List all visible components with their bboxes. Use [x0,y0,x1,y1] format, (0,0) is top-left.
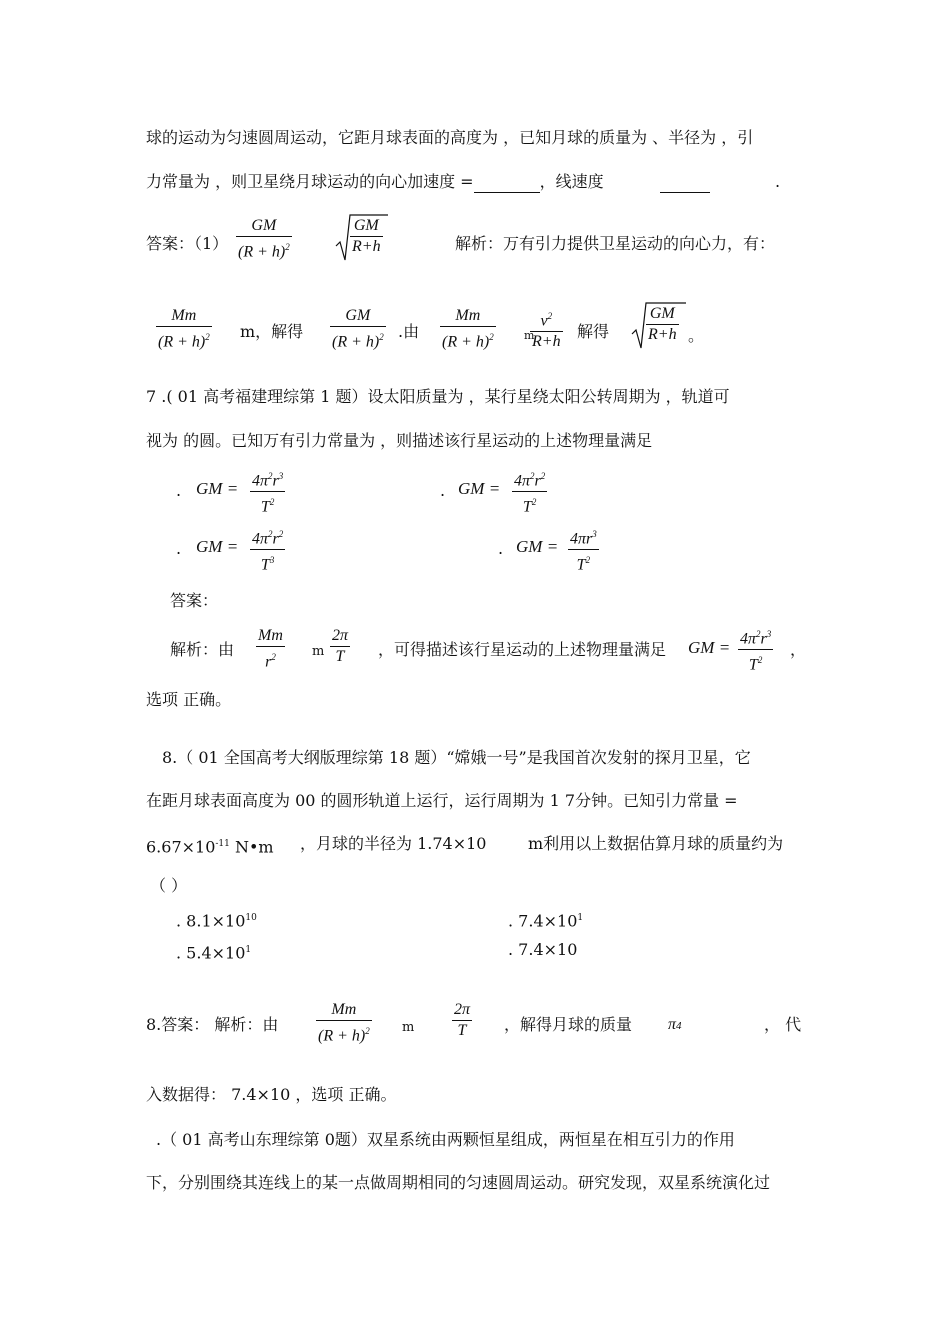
denominator [521,492,538,517]
denominator-text: (R + h) [332,333,380,351]
denominator: R+h [352,238,381,255]
denominator-text: (R + h) [238,243,286,261]
text-segment: 6.67×10 [146,837,216,857]
exponent: 2 [268,471,273,481]
fraction-GM-over-Rh2-b [330,306,386,352]
denominator [747,650,764,675]
denominator [575,550,592,575]
numerator-a: 4π [570,530,587,548]
option-c-marker: . [176,539,182,558]
denominator-text: T [260,498,270,516]
numerator-r: r [534,472,541,490]
numerator [568,524,599,549]
explanation-7-mid: ，可得描述该行星运动的上述物理量满足 [378,640,667,659]
denominator-text: T [522,498,532,516]
option-a-fraction [250,466,285,518]
question-7-line-2: 视为 的圆。已知万有引力常量为 ，则描述该行星运动的上述物理量满足 [146,431,653,450]
exponent: 10 [245,913,257,923]
exponent: 2 [531,497,537,508]
question-8-paren: （ ） [150,876,188,895]
exponent: 2 [756,629,761,639]
q8-option-d [508,940,577,960]
explanation-1: 解析：万有引力提供卫星运动的向心力，有： [455,234,776,253]
option-text: . 7.4×10 [508,911,578,931]
numerator: GM [649,305,675,322]
explanation-7-lhs: GM = [688,638,731,657]
question-7-line-1: 7 .( 01 高考福建理综第 1 题）设太阳质量为 ，某行星绕太阳公转周期为 ，轨道可 [146,387,730,406]
fraction-Mm-over-Rh2-b [440,306,496,352]
denominator-text: T [260,556,270,574]
denominator-text: T [748,656,758,674]
option-d-fraction [568,524,599,576]
numerator [738,624,773,649]
text-m-small: m [524,329,535,342]
exponent: 2 [379,332,384,342]
exponent: 1 [577,913,584,923]
numerator-a: 4π [740,630,757,648]
explanation-7-start: 解析：由 [170,640,235,659]
explanation-7-fraction [738,624,773,676]
question-9-line-2: 下，分别围绕其连线上的某一点做周期相同的匀速圆周运动。研究发现，双星系统演化过 [146,1173,771,1192]
text-line-2 [146,172,604,193]
exponent: 2 [547,311,553,321]
option-text: . 7.4×10 [508,940,578,959]
fraction-Mm-over-Rh2 [156,306,212,352]
exponent: 2 [585,555,591,566]
answer-blank-1 [474,172,540,193]
fraction-inside-sqrt [350,216,383,257]
exponent: 2 [489,332,494,342]
answer-8-start: 8.答案： 解析：由 [146,1015,279,1034]
question-8-line-3c: m利用以上数据估算月球的质量约为 [528,834,784,853]
denominator [316,1021,372,1046]
q8-option-a [176,908,257,931]
option-text: . 5.4×10 [176,943,246,963]
text-m: m [312,644,325,659]
fraction-2pi-over-T [330,626,350,667]
text-line-1: 球的运动为匀速圆周运动，它距月球表面的高度为 ，已知月球的质量为 、半径为 ，引 [146,128,754,147]
answer-8-dai: ， 代 [764,1015,802,1034]
sqrt-GM-over-Rh [334,212,390,264]
fraction-Mm-over-r2 [256,626,285,672]
numerator-r: r [586,530,593,548]
denominator [440,327,496,352]
exponent: -11 [215,839,230,849]
exponent: 2 [205,332,210,342]
numerator: GM [251,217,277,234]
option-text: . 8.1×10 [176,911,246,931]
numerator-a: 4π [252,530,269,548]
answer-8-end: 入数据得： 7.4×10 ，选项 正确。 [146,1085,397,1104]
denominator [330,327,386,352]
denominator-text: T [576,556,586,574]
fraction-v2-over-Rh [530,306,563,352]
fraction-2pi-over-T-b [452,1000,472,1041]
numerator: GM [345,307,371,324]
denominator [156,327,212,352]
exponent: 4 [676,1020,682,1032]
text-comma: ， [790,640,807,659]
denominator: R+h [648,326,677,343]
answer-label-7: 答案： [170,591,219,610]
question-9-line-1: .（ 01 高考山东理综第 0题）双星系统由两颗恒星组成，两恒星在相互引力的作用 [156,1130,735,1149]
denominator [236,237,292,262]
exponent: 1 [245,945,252,955]
exponent: 2 [530,471,535,481]
question-8-line-3b: ，月球的半径为 1.74×10 [300,834,487,853]
exponent: 3 [278,471,284,481]
denominator [263,647,278,672]
denominator: T [457,1022,467,1039]
numerator: 2π [332,627,349,644]
option-b-marker: . [440,481,446,500]
exponent: 2 [365,1026,370,1036]
numerator: Mm [331,1001,357,1018]
answer-8-pi [668,1015,682,1036]
numerator [538,306,554,331]
option-c-fraction [250,524,285,576]
exponent: 2 [757,655,763,666]
pi-symbol: π [668,1016,677,1033]
numerator-a: 4π [252,472,269,490]
option-b-fraction [512,466,547,518]
numerator-r: r [272,472,279,490]
numerator [512,466,547,491]
exponent: 2 [268,529,273,539]
q8-option-b [508,908,583,931]
denominator-text: (R + h) [318,1027,366,1045]
question-8-line-2: 在距月球表面高度为 00 的圆形轨道上运行，运行周期为 1 7分钟。已知引力常量 = [146,791,738,810]
denominator [259,550,276,575]
text-jiede: 解得 [577,322,610,341]
answer-blank-2 [660,172,710,193]
numerator-r: r [760,630,767,648]
numerator-r: r [272,530,279,548]
fraction-GM-over-Rh2 [236,216,292,262]
answer-label-1: 答案：（1） [146,234,229,253]
option-c-lhs: GM = [196,537,239,556]
denominator-text: (R + h) [442,333,490,351]
numerator: Mm [455,307,481,324]
denominator: R+h [532,333,561,351]
denominator-text: (R + h) [158,333,206,351]
option-d-marker: . [498,539,504,558]
option-a-lhs: GM = [196,479,239,498]
answer-8-mid: ，解得月球的质量 [504,1015,633,1034]
exponent: 2 [271,652,276,662]
numerator: Mm [258,627,283,644]
exponent: 2 [540,471,546,481]
q8-option-c [176,940,251,963]
text-you: .由 [398,322,420,341]
text-m: m [402,1020,415,1035]
numerator-text: v [540,312,548,330]
fraction-inside-sqrt [646,304,679,345]
question-8-line-3 [146,834,274,857]
text-end: 。 [688,326,705,345]
numerator-a: 4π [514,472,531,490]
exponent: 3 [269,555,275,566]
numerator: 2π [454,1001,471,1018]
denominator [259,492,276,517]
numerator [250,466,285,491]
numerator: GM [353,217,379,234]
exponent: 3 [592,529,597,539]
numerator [250,524,285,549]
text-m-jiede: m，解得 [240,322,304,341]
answer-blank-2-wrap [660,172,710,193]
text-segment: ，线速度 [539,172,604,191]
exponent: 2 [278,529,284,539]
exponent: 3 [766,629,772,639]
question-8-line-1: 8.（ 01 全国高考大纲版理综第 18 题）“嫦娥一号”是我国首次发射的探月卫星，它 [162,748,751,767]
fraction-Mm-over-Rh2-c [316,1000,372,1046]
text-period: . [775,172,781,191]
explanation-7-end: 选项 正确。 [146,690,232,709]
option-b-lhs: GM = [458,479,501,498]
exponent: 2 [269,497,275,508]
exponent: 2 [285,242,290,252]
option-a-marker: . [176,481,182,500]
option-d-lhs: GM = [516,537,559,556]
numerator: Mm [171,307,197,324]
denominator-text: r [265,653,272,671]
text-segment: N•m [229,837,274,857]
sqrt-GM-over-Rh-b [630,300,688,352]
denominator: T [335,648,345,665]
text-segment: 力常量为 ，则卫星绕月球运动的向心加速度 = [146,172,474,191]
